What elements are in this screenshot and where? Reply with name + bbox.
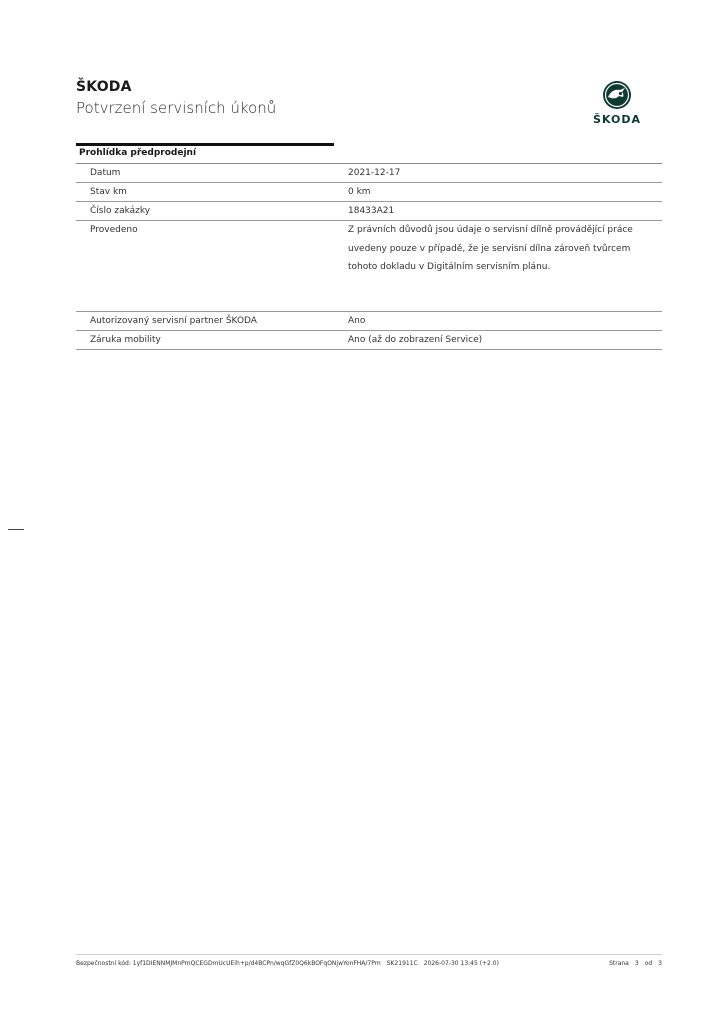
table-row <box>76 331 662 350</box>
footer-meta <box>76 960 662 967</box>
row-label: Provedeno <box>90 225 138 235</box>
print-timestamp: 2026-07-30 13:45 (+2.0) <box>423 960 499 967</box>
row-value: Ano <box>348 316 366 326</box>
row-value: 2021-12-17 <box>348 168 401 178</box>
row-value: 18433A21 <box>348 206 395 216</box>
row-label: Stav km <box>90 187 127 197</box>
skoda-emblem-icon <box>602 80 632 110</box>
page-current: 3 <box>634 960 639 967</box>
inspection-section <box>76 143 662 350</box>
page-total: 3 <box>658 960 662 967</box>
row-label: Záruka mobility <box>90 335 161 345</box>
row-label: Číslo zakázky <box>90 206 151 216</box>
table-row <box>76 221 662 312</box>
page-footer <box>76 954 662 967</box>
page-number <box>609 960 662 967</box>
skoda-logo <box>584 80 650 126</box>
row-value: Z právních důvodů jsou údaje o servisní dílně provádějící práce uvedeny pouze v případě, že je servisní dílna zároveň tvůrcem tohoto dokladu v Digitálním servisním plánu. <box>348 225 633 272</box>
brand-title: ŠKODA <box>76 79 132 95</box>
row-label: Autorizovaný servisní partner ŠKODA <box>90 316 257 326</box>
security-code: Bezpečnostní kód: 1yf1DIENNMJMnPmQCEGDmUcUEih+p/d4BCPn/wqGfZ0Q6kBOFqONjwYonFHA/7Pm <box>76 960 381 967</box>
table-row <box>76 164 662 183</box>
page-label: Strana <box>609 960 629 967</box>
table-row <box>76 202 662 221</box>
row-value: 0 km <box>348 187 371 197</box>
page-sep: od <box>644 960 653 967</box>
document-subtitle: Potvrzení servisních úkonů <box>76 99 277 117</box>
logo-wordmark: ŠKODA <box>593 113 641 126</box>
document-id: SK21911C <box>386 960 418 967</box>
section-title: Prohlídka předprodejní <box>79 148 197 158</box>
row-value: Ano (až do zobrazení Service) <box>348 335 483 345</box>
row-label: Datum <box>90 168 121 178</box>
table-row <box>76 183 662 202</box>
table-row <box>76 312 662 331</box>
section-header <box>76 143 662 164</box>
fold-mark <box>8 529 24 530</box>
